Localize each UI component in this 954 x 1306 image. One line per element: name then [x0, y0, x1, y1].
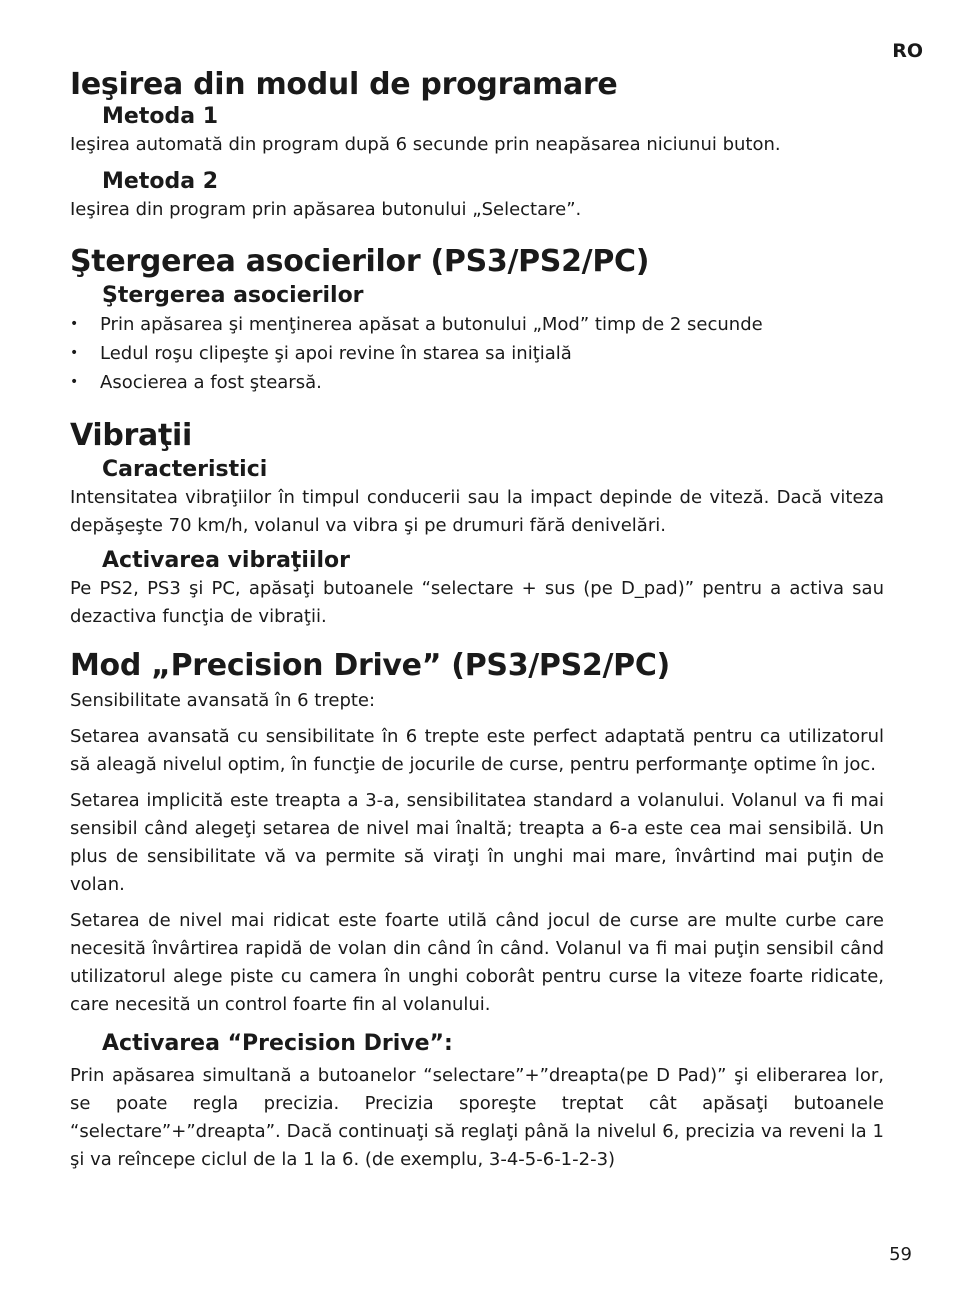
- section-title-exit-programming: Ieşirea din modul de programare: [70, 67, 618, 102]
- list-item: • Ledul roşu clipeşte şi apoi revine în starea sa iniţială: [70, 339, 884, 368]
- page-content: [70, 0, 884, 1174]
- method-2-title: Metoda 2: [102, 169, 219, 194]
- list-item: • Asocierea a fost ştearsă.: [70, 368, 884, 397]
- precision-activation-subtitle: Activarea “Precision Drive”:: [102, 1031, 453, 1056]
- characteristics-text: Intensitatea vibraţiilor în timpul conducerii sau la impact depinde de viteză. Dacă viteza depăşeşte 70 km/h, volanul va vibra şi pe drumuri fără denivelări.: [70, 487, 884, 536]
- vibration-activation-text: Pe PS2, PS3 şi PC, apăsaţi butoanele “selectare + sus (pe D_pad)” pentru a activa sau dezactiva funcţia de vibraţii.: [70, 578, 884, 627]
- clear-pairing-list: [70, 310, 884, 397]
- method-1-text: Ieşirea automată din program după 6 secunde prin neapăsarea niciunui buton.: [70, 134, 781, 155]
- precision-paragraph-1: Setarea avansată cu sensibilitate în 6 trepte este perfect adaptată pentru ca utilizatorul să aleagă nivelul optim, în funcţie de jocurile de curse, pentru performanţe optime în joc.: [70, 726, 884, 775]
- precision-paragraph-2: Setarea implicită este treapta a 3-a, sensibilitatea standard a volanului. Volanul va fi mai sensibil când alegeţi setarea de nivel mai înaltă; treapta a 6-a este cea mai sensibilă. Un plus de sensibilitate vă va permite să viraţi în unghi mai mare, învârtind mai puţin de volan.: [70, 790, 884, 895]
- section-title-vibrations: Vibraţii: [70, 418, 192, 453]
- precision-activation-text: Prin apăsarea simultană a butoanelor “selectare”+”dreapta(pe D Pad)” şi eliberarea lor, se poate regla precizia. Precizia sporeşte treptat cât apăsaţi butoanele “selectare”+”dreapta”. Dacă continuaţi să reglaţi până la nivelul 6, precizia va reveni la 1 şi va reîncepe ciclul de la 1 la 6. (de exemplu, 3-4-5-6-1-2-3): [70, 1065, 884, 1170]
- page-number: 59: [889, 1244, 912, 1265]
- precision-paragraph-3: Setarea de nivel mai ridicat este foarte utilă când jocul de curse are multe curbe care necesită învârtirea rapidă de volan din când în când. Volanul va fi mai puţin sensibil când utilizatorul alege piste cu camera în unghi coborât pentru curse la viteze foarte ridicate, care necesită un control foarte fin al volanului.: [70, 910, 884, 1015]
- precision-intro: Sensibilitate avansată în 6 trepte:: [70, 690, 376, 711]
- vibration-activation-subtitle: Activarea vibraţiilor: [102, 548, 351, 573]
- method-1-title: Metoda 1: [102, 104, 219, 129]
- list-item: • Prin apăsarea şi menţinerea apăsat a butonului „Mod” timp de 2 secunde: [70, 310, 884, 339]
- language-code: RO: [892, 40, 923, 62]
- section-title-clear-pairing: Ştergerea asocierilor (PS3/PS2/PC): [70, 244, 650, 279]
- section-title-precision-drive: Mod „Precision Drive” (PS3/PS2/PC): [70, 648, 670, 683]
- clear-pairing-subtitle: Ştergerea asocierilor: [102, 283, 364, 308]
- characteristics-subtitle: Caracteristici: [102, 457, 268, 482]
- method-2-text: Ieşirea din program prin apăsarea butonului „Selectare”.: [70, 199, 582, 220]
